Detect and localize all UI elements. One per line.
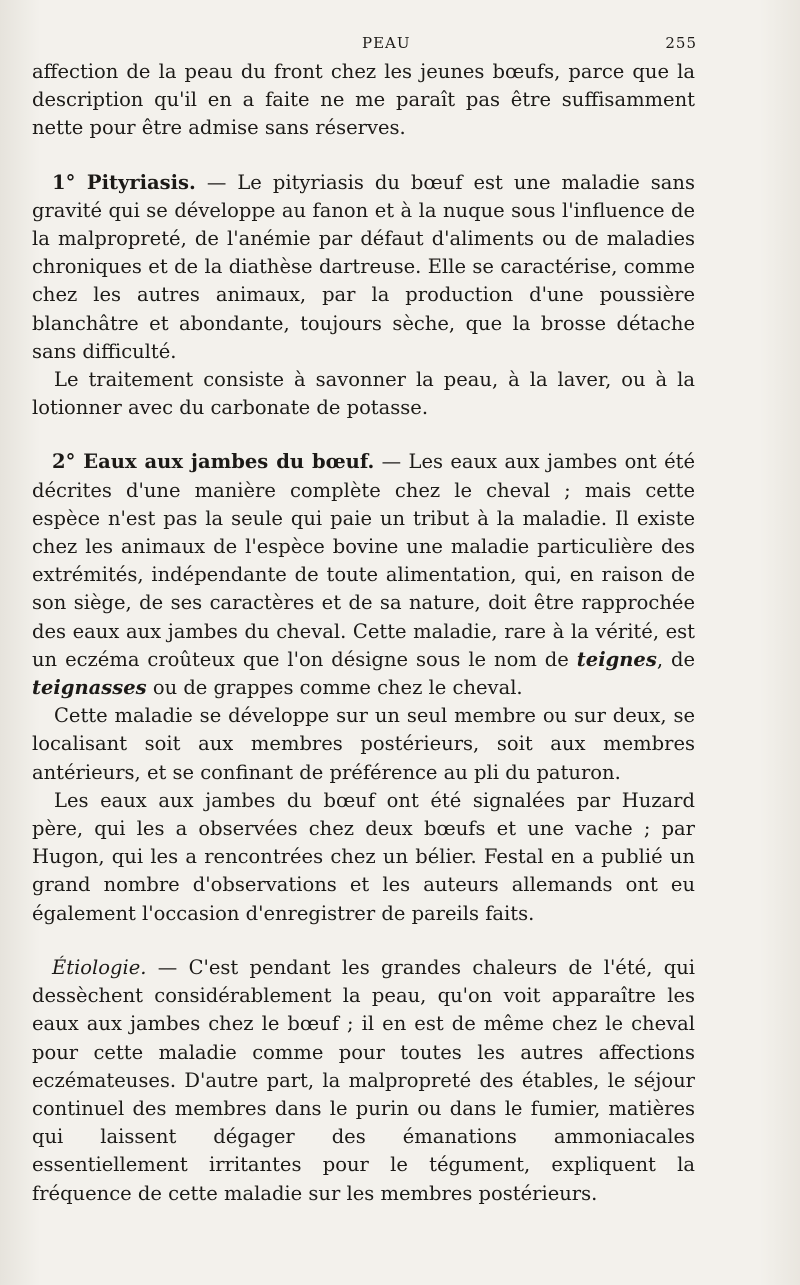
section-heading-etiologie: Étiologie.	[52, 955, 147, 979]
paragraph-pityriasis	[32, 169, 695, 366]
term-teignes: teignes	[576, 647, 657, 671]
paragraph-text: , de	[656, 647, 695, 671]
running-head	[32, 30, 695, 58]
page-number: 255	[665, 34, 697, 52]
paragraph-text: — C'est pendant les grandes chaleurs de l'été, qui dessèchent considérablement la peau, qu'on voit apparaître les eaux aux jambes chez le bœuf ; il en est de même chez le cheval pour cette maladie comme pour toutes les autres affections eczémateuses. D'autre part, la malpropreté des étables, le séjour continuel des membres dans le purin ou dans le fumier, matières qui laissent dégager des émanations ammoniacales essentiellement irritantes pour le tégument, expliquent la fréquence de cette maladie sur les membres postérieurs.	[32, 955, 695, 1205]
running-title: PEAU	[362, 34, 411, 52]
paragraph-continuation: affection de la peau du front chez les jeunes bœufs, parce que la description qu'il en a faite ne me paraît pas être suffisamment nette pour être admise sans réserves.	[32, 60, 695, 140]
paragraph-observations: Les eaux aux jambes du bœuf ont été signalées par Huzard père, qui les a observées chez deux bœufs et une vache ; par Hugon, qui les a rencontrées chez un bélier. Festal en a publié un grand nombre d'observations et les auteurs allemands ont eu également l'occasion d'enregistrer de pareils faits.	[32, 788, 695, 925]
paragraph-text: ou de grappes comme chez le cheval.	[146, 676, 523, 700]
paragraph-eaux-aux-jambes	[32, 448, 695, 702]
section-heading-pityriasis: 1° Pityriasis.	[52, 170, 196, 194]
paragraph-localisation: Cette maladie se développe sur un seul membre ou sur deux, se localisant soit aux membres postérieurs, soit aux membres antérieurs, et se confinant de préférence au pli du paturon.	[32, 704, 695, 784]
section-heading-eaux-aux-jambes: 2° Eaux aux jambes du bœuf.	[52, 450, 375, 474]
paragraph-etiologie	[32, 954, 695, 1208]
paragraph-text: — Les eaux aux jambes ont été décrites d'une manière complète chez le cheval ; mais cette espèce n'est pas la seule qui paie un tribut à la maladie. Il existe chez les animaux de l'espèce bovine une maladie particulière des extrémités, indépendante de toute alimentation, qui, en raison de son siège, de ses caractères et de sa nature, doit être rapprochée des eaux aux jambes du cheval. Cette maladie, rare à la vérité, est un eczéma croûteux que l'on désigne sous le nom de	[32, 450, 695, 671]
paragraph-text: — Le pityriasis du bœuf est une maladie sans gravité qui se développe au fanon et à la nuque sous l'influence de la malpropreté, de l'anémie par défaut d'aliments ou de maladies chroniques et de la diathèse dartreuse. Elle se caractérise, comme chez les autres animaux, par la production d'une poussière blanchâtre et abondante, toujours sèche, que la brosse détache sans difficulté.	[32, 170, 695, 363]
term-teignasses: teignasses	[32, 676, 147, 700]
paragraph-traitement: Le traitement consiste à savonner la peau, à la laver, ou à la lotionner avec du carbonate de potasse.	[32, 368, 695, 420]
